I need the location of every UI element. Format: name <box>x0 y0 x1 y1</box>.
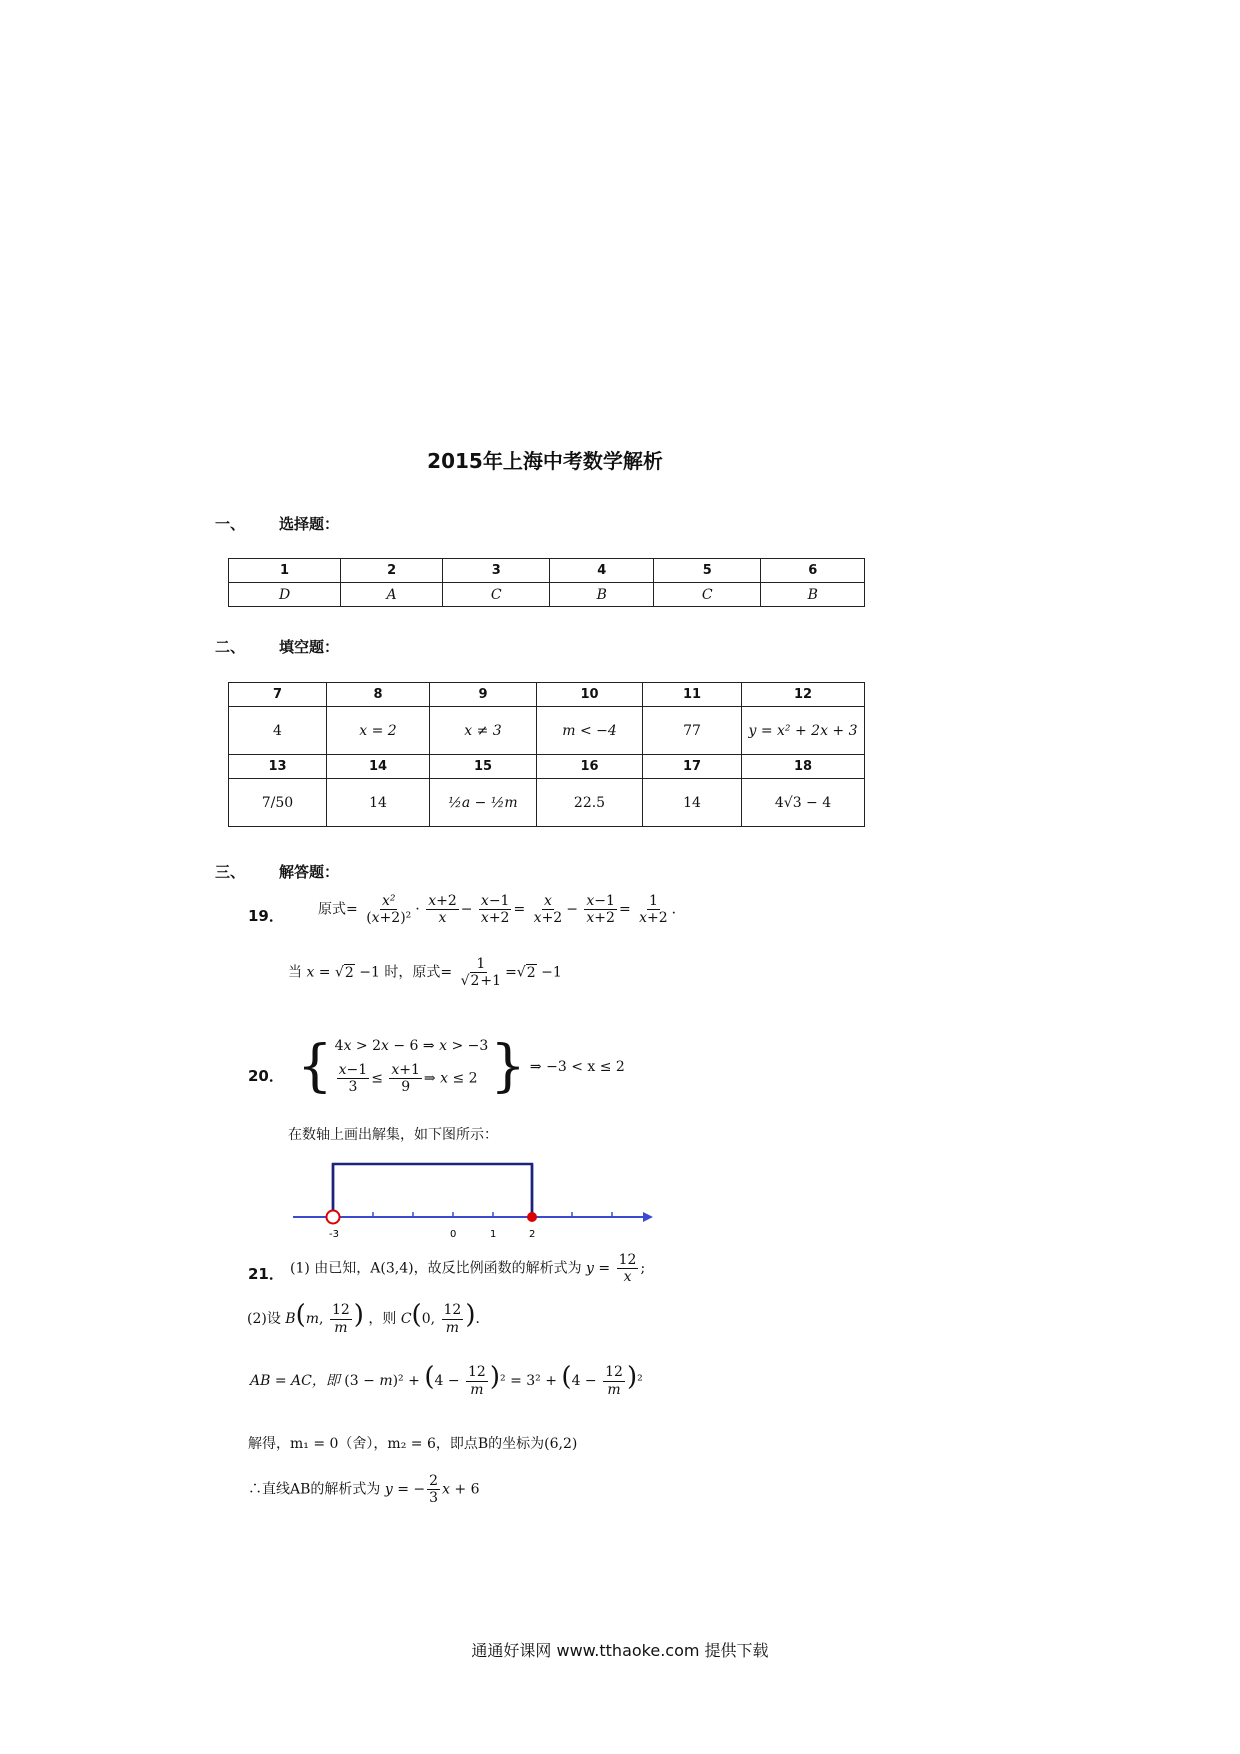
table-cell: 11 <box>643 683 742 707</box>
table-cell: C <box>654 583 761 607</box>
table-cell: 4 <box>229 707 327 755</box>
section-1-heading <box>215 513 339 534</box>
table-cell: 17 <box>643 755 742 779</box>
table-cell: 7 <box>229 683 327 707</box>
q21-solve: 解得，m₁ = 0（舍），m₂ = 6，即点B的坐标为(6,2) <box>248 1436 578 1452</box>
axis-label: -3 <box>329 1229 339 1240</box>
table-cell: x = 2 <box>327 707 430 755</box>
q20-result: ⇒ −3 < x ≤ 2 <box>529 1058 625 1075</box>
table-cell: 6 <box>761 559 865 583</box>
section-3-heading <box>215 861 339 882</box>
page-title: 2015年上海中考数学解析 <box>427 449 663 473</box>
table-cell: 4 <box>550 559 654 583</box>
section-3-label: 解答题： <box>279 863 340 881</box>
closed-point <box>527 1212 537 1222</box>
table-cell: 14 <box>327 755 430 779</box>
table-cell: 3 <box>443 559 550 583</box>
section-1-label: 选择题： <box>279 515 340 533</box>
choice-answer-table <box>228 558 865 607</box>
table-cell: 5 <box>654 559 761 583</box>
right-brace: } <box>490 1033 526 1099</box>
table-cell: B <box>550 583 654 607</box>
section-2-label: 填空题： <box>279 638 340 656</box>
left-brace: { <box>297 1033 333 1099</box>
table-cell: m < −4 <box>537 707 643 755</box>
table-cell: 77 <box>643 707 742 755</box>
table-cell: 9 <box>430 683 537 707</box>
q21-part2: (2)设 B(m, $\frac{12}{m}$ ) ，则 C(0, $\frac{12}{m}$ )． <box>247 1300 490 1336</box>
q21-part2-mid: ，则 <box>368 1311 397 1327</box>
table-cell: 13 <box>229 755 327 779</box>
table-cell: y = x² + 2x + 3 <box>742 707 865 755</box>
q21-equation: AB = AC，即 (3 − m)² + (4 − $\frac{12}{m}$ )² = 3² + (4 − $\frac{12}{m}$ )² <box>250 1362 643 1398</box>
fill-answer-table <box>228 682 865 827</box>
table-cell: 14 <box>643 779 742 827</box>
q20-number: 20． <box>248 1067 284 1085</box>
q21-part1: (1) 由已知，A(3,4)，故反比例函数的解析式为 y = $\frac{12}{x}$ ; <box>290 1252 646 1286</box>
q19-number: 19． <box>248 907 284 925</box>
q19-line2: 当 x = √2 −1 时，原式= $\frac{1}{√2+1}$ =√2 −1 <box>288 956 562 990</box>
q19-mid: 时，原式 <box>384 964 441 981</box>
q21-number: 21． <box>248 1265 284 1283</box>
solution-interval <box>333 1164 532 1217</box>
table-cell: 18 <box>742 755 865 779</box>
table-cell: ½a − ½m <box>430 779 537 827</box>
table-cell: x ≠ 3 <box>430 707 537 755</box>
table-cell: 4√3 − 4 <box>742 779 865 827</box>
q21-part1-text: (1) 由已知，A(3,4)，故反比例函数的解析式为 <box>290 1260 582 1277</box>
table-cell: A <box>341 583 443 607</box>
table-cell: D <box>229 583 341 607</box>
table-cell: 15 <box>430 755 537 779</box>
axis-label: 2 <box>529 1229 536 1240</box>
open-point <box>327 1211 340 1224</box>
table-cell: 2 <box>341 559 443 583</box>
q21-final: ∴直线AB的解析式为 y = − $\frac{2}{3}$ x + 6 <box>248 1473 480 1507</box>
footer-text: 通通好课网 www.tthaoke.com 提供下载 <box>471 1641 769 1660</box>
q21-eq-prefix: AB = AC，即 <box>250 1373 340 1389</box>
q19-when: 当 <box>288 964 302 981</box>
table-cell: 1 <box>229 559 341 583</box>
q19-line1: 原式= $\frac{\text{x²}}{\text{(x+2)²}}$ · $\frac{x+2}{x}$ − $\frac{x-1}{x+2}$ = $\frac{x}{x+2}$ − $\frac{x-1}{x+2}$ = $\frac{1}{x+2}$ ． <box>318 893 686 927</box>
table-cell: 16 <box>537 755 643 779</box>
q19-prefix: 原式 <box>318 901 346 918</box>
q21-final-text: ∴直线AB的解析式为 <box>248 1481 381 1498</box>
table-cell: 7/50 <box>229 779 327 827</box>
table-cell: 8 <box>327 683 430 707</box>
axis-arrow <box>643 1212 653 1222</box>
number-line-figure <box>285 1150 655 1240</box>
section-3-number: 三、 <box>215 863 246 881</box>
q20-system: { 4x > 2x − 6 ⇒ x > −3 $\frac{x-1}{3}$ ≤ $\frac{x+1}{9}$ ⇒ x ≤ 2 } ⇒ −3 < x ≤ 2 <box>297 1033 625 1099</box>
table-cell: 22.5 <box>537 779 643 827</box>
table-cell: B <box>761 583 865 607</box>
section-2-number: 二、 <box>215 638 246 656</box>
table-cell: 12 <box>742 683 865 707</box>
axis-label: 1 <box>490 1229 497 1240</box>
table-cell: C <box>443 583 550 607</box>
axis-label: 0 <box>450 1229 457 1240</box>
table-cell: 10 <box>537 683 643 707</box>
q20-note: 在数轴上画出解集，如下图所示： <box>288 1127 498 1143</box>
section-2-heading <box>215 636 339 657</box>
q21-part2-prefix: (2)设 <box>247 1311 281 1327</box>
table-cell: 14 <box>327 779 430 827</box>
section-1-number: 一、 <box>215 515 246 533</box>
